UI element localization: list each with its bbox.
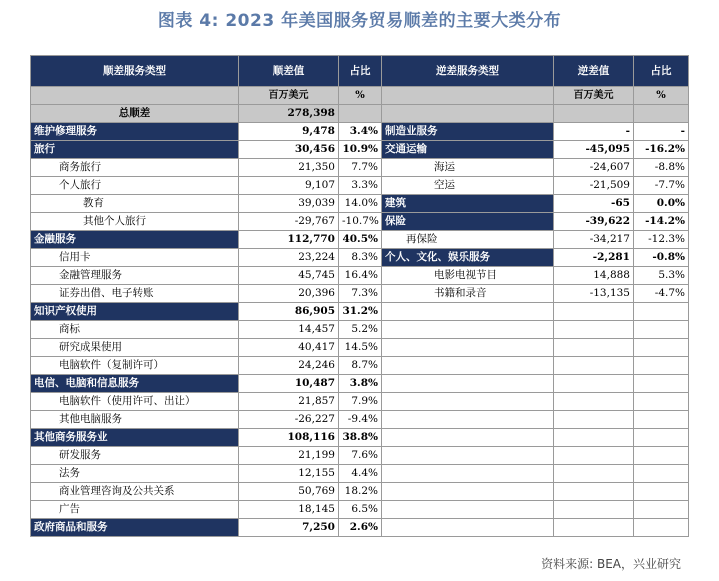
header-share-2: 占比 <box>634 56 689 87</box>
table-row <box>31 177 689 195</box>
table-row <box>31 393 689 411</box>
surplus-label: 广告 <box>31 501 239 519</box>
deficit-value: -65 <box>554 195 634 213</box>
empty-cell <box>634 303 689 321</box>
surplus-value: -26,227 <box>239 411 339 429</box>
surplus-label: 其他电脑服务 <box>31 411 239 429</box>
empty-cell <box>634 393 689 411</box>
surplus-value: 39,039 <box>239 195 339 213</box>
surplus-value: -29,767 <box>239 213 339 231</box>
empty-cell <box>554 339 634 357</box>
unit-pct-2: % <box>634 87 689 105</box>
unit-blank-2 <box>382 87 554 105</box>
empty-cell <box>634 321 689 339</box>
empty-cell <box>382 411 554 429</box>
table-row <box>31 303 689 321</box>
surplus-share: 4.4% <box>339 465 382 483</box>
trade-table <box>30 55 689 537</box>
empty-cell <box>634 411 689 429</box>
empty-cell <box>634 501 689 519</box>
table-row <box>31 375 689 393</box>
surplus-share: 18.2% <box>339 483 382 501</box>
surplus-value: 108,116 <box>239 429 339 447</box>
table-row <box>31 483 689 501</box>
table-row <box>31 429 689 447</box>
deficit-label: 再保险 <box>382 231 554 249</box>
table-row <box>31 465 689 483</box>
surplus-label: 商业管理咨询及公共关系 <box>31 483 239 501</box>
empty-cell <box>382 501 554 519</box>
table-row <box>31 357 689 375</box>
header-row <box>31 56 689 87</box>
deficit-label: 建筑 <box>382 195 554 213</box>
table-row <box>31 213 689 231</box>
header-surplus-value: 顺差值 <box>239 56 339 87</box>
deficit-value: - <box>554 123 634 141</box>
deficit-share: -0.8% <box>634 249 689 267</box>
surplus-label: 电脑软件（使用许可、出让） <box>31 393 239 411</box>
empty-cell <box>382 321 554 339</box>
empty-cell <box>382 357 554 375</box>
surplus-value: 18,145 <box>239 501 339 519</box>
deficit-label: 保险 <box>382 213 554 231</box>
surplus-share: 14.0% <box>339 195 382 213</box>
deficit-label: 制造业服务 <box>382 123 554 141</box>
surplus-label: 法务 <box>31 465 239 483</box>
surplus-share: 31.2% <box>339 303 382 321</box>
unit-value-1: 百万美元 <box>239 87 339 105</box>
empty-cell <box>554 303 634 321</box>
empty-cell <box>382 465 554 483</box>
surplus-value: 24,246 <box>239 357 339 375</box>
empty-cell <box>554 375 634 393</box>
surplus-share: 40.5% <box>339 231 382 249</box>
deficit-share: -4.7% <box>634 285 689 303</box>
empty-cell <box>554 447 634 465</box>
empty-cell <box>382 105 554 123</box>
surplus-value: 50,769 <box>239 483 339 501</box>
surplus-value: 21,857 <box>239 393 339 411</box>
surplus-label: 研发服务 <box>31 447 239 465</box>
empty-cell <box>382 393 554 411</box>
total-value: 278,398 <box>239 105 339 123</box>
surplus-value: 12,155 <box>239 465 339 483</box>
empty-cell <box>634 483 689 501</box>
source-note: 资料来源: BEA，兴业研究 <box>541 557 681 571</box>
surplus-label: 商务旅行 <box>31 159 239 177</box>
surplus-label: 商标 <box>31 321 239 339</box>
surplus-share: 7.7% <box>339 159 382 177</box>
surplus-label: 电信、电脑和信息服务 <box>31 375 239 393</box>
surplus-label: 知识产权使用 <box>31 303 239 321</box>
surplus-share: -9.4% <box>339 411 382 429</box>
table-row <box>31 267 689 285</box>
empty-cell <box>634 339 689 357</box>
empty-cell <box>382 339 554 357</box>
table-row <box>31 159 689 177</box>
deficit-label: 书籍和录音 <box>382 285 554 303</box>
table-row <box>31 411 689 429</box>
table-row <box>31 249 689 267</box>
deficit-share: 5.3% <box>634 267 689 285</box>
deficit-value: -24,607 <box>554 159 634 177</box>
deficit-share: -14.2% <box>634 213 689 231</box>
surplus-share: 16.4% <box>339 267 382 285</box>
table-row <box>31 195 689 213</box>
surplus-share: 7.9% <box>339 393 382 411</box>
total-label: 总顺差 <box>31 105 239 123</box>
deficit-value: 14,888 <box>554 267 634 285</box>
empty-cell <box>634 519 689 537</box>
surplus-label: 其他商务服务业 <box>31 429 239 447</box>
table-row <box>31 231 689 249</box>
surplus-value: 14,457 <box>239 321 339 339</box>
table-row <box>31 519 689 537</box>
header-surplus-type: 顺差服务类型 <box>31 56 239 87</box>
table-row <box>31 339 689 357</box>
surplus-value: 9,478 <box>239 123 339 141</box>
table-row <box>31 285 689 303</box>
unit-blank <box>31 87 239 105</box>
empty-cell <box>554 501 634 519</box>
surplus-share: 8.3% <box>339 249 382 267</box>
surplus-label: 维护修理服务 <box>31 123 239 141</box>
empty-cell <box>634 375 689 393</box>
empty-cell <box>382 429 554 447</box>
empty-cell <box>634 447 689 465</box>
surplus-label: 研究成果使用 <box>31 339 239 357</box>
deficit-value: -21,509 <box>554 177 634 195</box>
deficit-share: - <box>634 123 689 141</box>
surplus-value: 21,199 <box>239 447 339 465</box>
surplus-value: 7,250 <box>239 519 339 537</box>
total-share <box>339 105 382 123</box>
header-deficit-type: 逆差服务类型 <box>382 56 554 87</box>
surplus-share: 3.8% <box>339 375 382 393</box>
surplus-share: 7.6% <box>339 447 382 465</box>
deficit-label: 电影电视节目 <box>382 267 554 285</box>
empty-cell <box>634 429 689 447</box>
surplus-value: 40,417 <box>239 339 339 357</box>
surplus-value: 86,905 <box>239 303 339 321</box>
surplus-label: 证券出借、电子转账 <box>31 285 239 303</box>
surplus-value: 9,107 <box>239 177 339 195</box>
surplus-value: 45,745 <box>239 267 339 285</box>
page-title: 图表 4: 2023 年美国服务贸易顺差的主要大类分布 <box>157 11 562 31</box>
deficit-value: -45,095 <box>554 141 634 159</box>
surplus-label: 金融管理服务 <box>31 267 239 285</box>
surplus-value: 30,456 <box>239 141 339 159</box>
empty-cell <box>554 429 634 447</box>
surplus-value: 20,396 <box>239 285 339 303</box>
unit-pct-1: % <box>339 87 382 105</box>
surplus-label: 教育 <box>31 195 239 213</box>
empty-cell <box>634 357 689 375</box>
surplus-share: 7.3% <box>339 285 382 303</box>
header-share-1: 占比 <box>339 56 382 87</box>
empty-cell <box>634 465 689 483</box>
surplus-share: 14.5% <box>339 339 382 357</box>
deficit-value: -39,622 <box>554 213 634 231</box>
deficit-label: 海运 <box>382 159 554 177</box>
empty-cell <box>554 357 634 375</box>
empty-cell <box>382 375 554 393</box>
surplus-value: 10,487 <box>239 375 339 393</box>
surplus-share: 2.6% <box>339 519 382 537</box>
empty-cell <box>554 483 634 501</box>
empty-cell <box>554 393 634 411</box>
deficit-value: -2,281 <box>554 249 634 267</box>
empty-cell <box>634 105 689 123</box>
deficit-share: 0.0% <box>634 195 689 213</box>
surplus-value: 23,224 <box>239 249 339 267</box>
surplus-label: 电脑软件（复制许可） <box>31 357 239 375</box>
empty-cell <box>382 483 554 501</box>
empty-cell <box>382 519 554 537</box>
unit-value-2: 百万美元 <box>554 87 634 105</box>
surplus-share: 38.8% <box>339 429 382 447</box>
header-deficit-value: 逆差值 <box>554 56 634 87</box>
surplus-share: 8.7% <box>339 357 382 375</box>
deficit-label: 交通运输 <box>382 141 554 159</box>
empty-cell <box>382 447 554 465</box>
deficit-label: 空运 <box>382 177 554 195</box>
surplus-label: 个人旅行 <box>31 177 239 195</box>
empty-cell <box>554 411 634 429</box>
table-row <box>31 501 689 519</box>
surplus-label: 旅行 <box>31 141 239 159</box>
deficit-share: -12.3% <box>634 231 689 249</box>
surplus-value: 21,350 <box>239 159 339 177</box>
surplus-label: 其他个人旅行 <box>31 213 239 231</box>
surplus-share: 6.5% <box>339 501 382 519</box>
empty-cell <box>554 465 634 483</box>
empty-cell <box>554 105 634 123</box>
table-row <box>31 141 689 159</box>
surplus-label: 信用卡 <box>31 249 239 267</box>
surplus-share: 3.3% <box>339 177 382 195</box>
empty-cell <box>554 519 634 537</box>
surplus-label: 金融服务 <box>31 231 239 249</box>
deficit-share: -8.8% <box>634 159 689 177</box>
empty-cell <box>382 303 554 321</box>
table-row <box>31 321 689 339</box>
deficit-share: -7.7% <box>634 177 689 195</box>
table-row <box>31 123 689 141</box>
deficit-value: -34,217 <box>554 231 634 249</box>
surplus-share: 3.4% <box>339 123 382 141</box>
deficit-share: -16.2% <box>634 141 689 159</box>
surplus-value: 112,770 <box>239 231 339 249</box>
empty-cell <box>554 321 634 339</box>
surplus-label: 政府商品和服务 <box>31 519 239 537</box>
deficit-value: -13,135 <box>554 285 634 303</box>
total-row <box>31 105 689 123</box>
deficit-label: 个人、文化、娱乐服务 <box>382 249 554 267</box>
surplus-share: 5.2% <box>339 321 382 339</box>
unit-row <box>31 87 689 105</box>
table-row <box>31 447 689 465</box>
surplus-share: 10.9% <box>339 141 382 159</box>
surplus-share: -10.7% <box>339 213 382 231</box>
